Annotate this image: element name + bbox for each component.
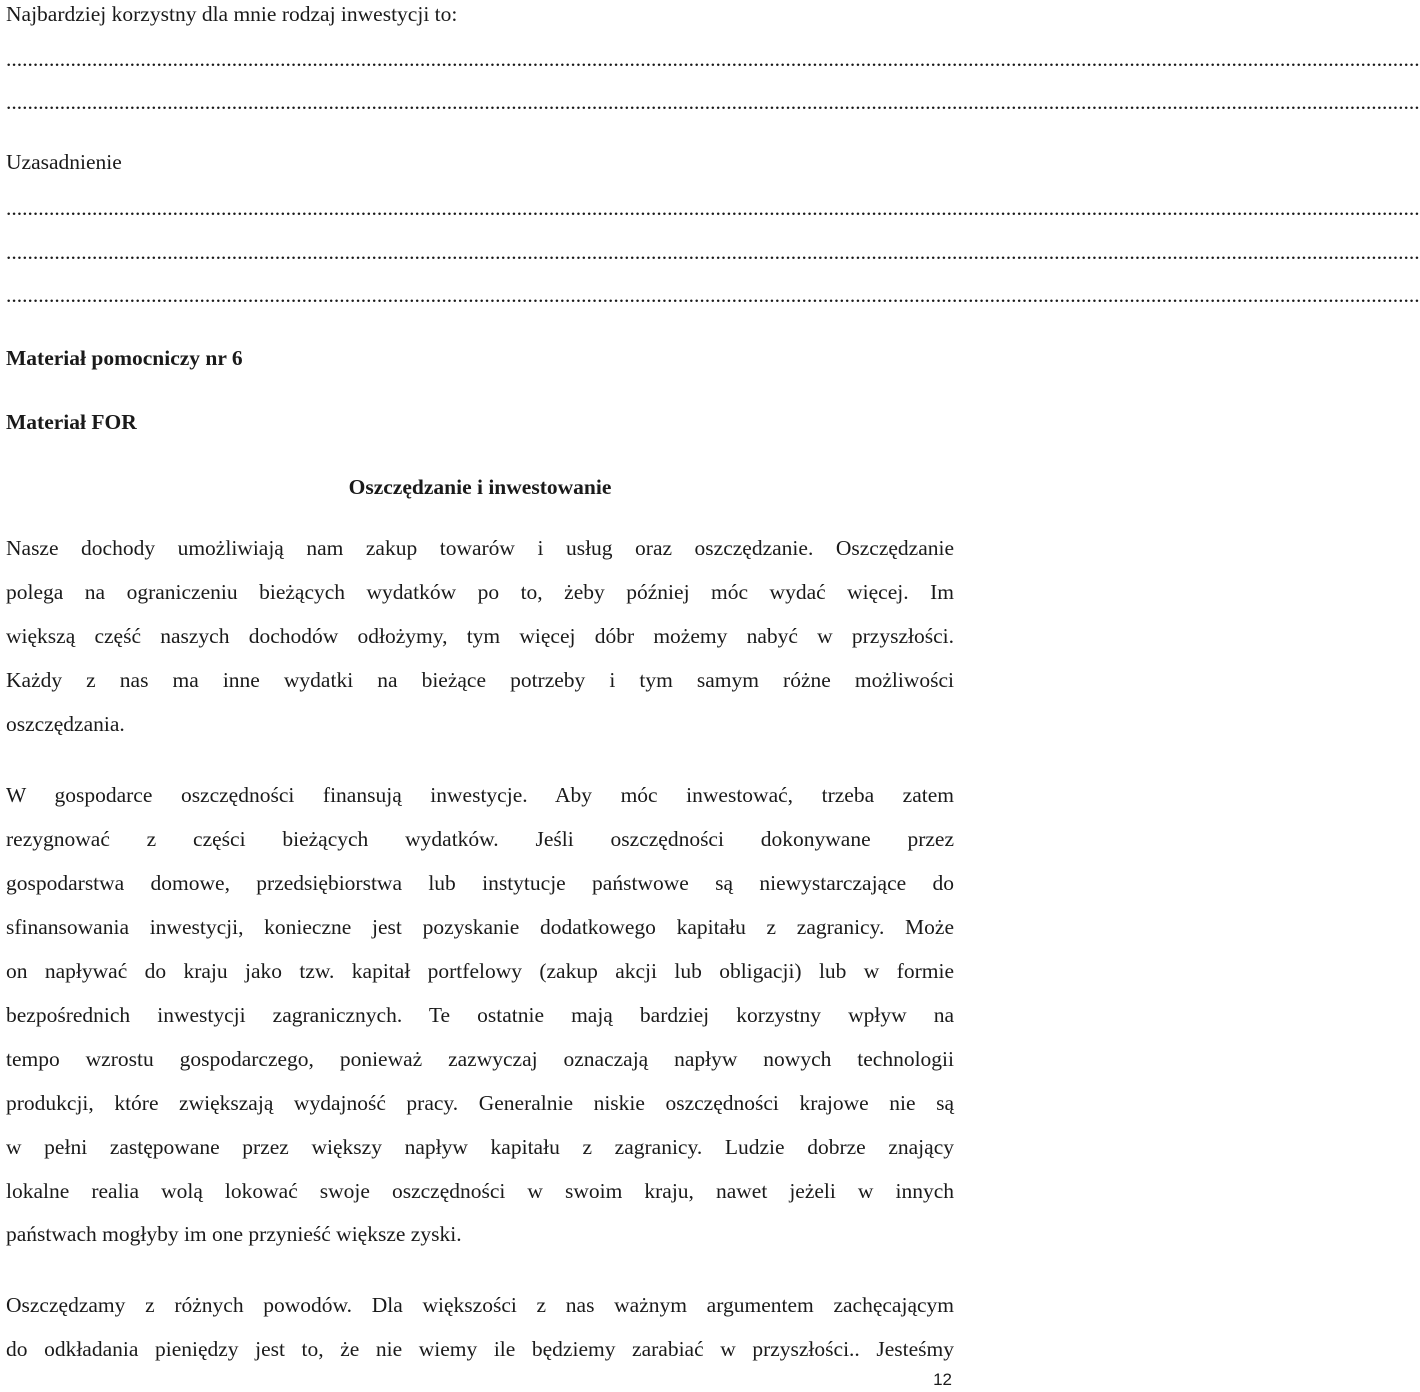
paragraph3-line: do odkładania pieniędzy jest to, że nie wiemy ile będziemy zarabiać w przyszłości.. Jesteśmy	[6, 1337, 954, 1361]
paragraph2-line: rezygnować z części bieżących wydatków. Jeśli oszczędności dokonywane przez	[6, 827, 954, 851]
paragraph2-line: on napływać do kraju jako tzw. kapitał portfelowy (zakup akcji lub obligacji) lub w formie	[6, 959, 954, 983]
justification-label: Uzasadnienie	[6, 150, 122, 174]
page-number: 12	[933, 1370, 952, 1389]
paragraph1-line: większą część naszych dochodów odłożymy, tym więcej dóbr możemy nabyć w przyszłości.	[6, 624, 954, 648]
answer-line-1: .......................................................................................................................................................................................................................................................................	[6, 47, 1420, 71]
paragraph2-line: bezpośrednich inwestycji zagranicznych. Te ostatnie mają bardziej korzystny wpływ na	[6, 1003, 954, 1027]
paragraph2-line: lokalne realia wolą lokować swoje oszczędności w swoim kraju, nawet jeżeli w innych	[6, 1179, 954, 1203]
paragraph3-line: Oszczędzamy z różnych powodów. Dla większości z nas ważnym argumentem zachęcającym	[6, 1293, 954, 1317]
paragraph1-line: oszczędzania.	[6, 712, 125, 736]
paragraph2-line: sfinansowania inwestycji, konieczne jest pozyskanie dodatkowego kapitału z zagranicy. Może	[6, 915, 954, 939]
paragraph1-line: Każdy z nas ma inne wydatki na bieżące potrzeby i tym samym różne możliwości	[6, 668, 954, 692]
paragraph1-line: Nasze dochody umożliwiają nam zakup towarów i usług oraz oszczędzanie. Oszczędzanie	[6, 536, 954, 560]
paragraph2-line: tempo wzrostu gospodarczego, ponieważ zazwyczaj oznaczają napływ nowych technologii	[6, 1047, 954, 1071]
intro-question: Najbardziej korzystny dla mnie rodzaj inwestycji to:	[6, 2, 458, 26]
paragraph2-line: produkcji, które zwiększają wydajność pracy. Generalnie niskie oszczędności krajowe nie są	[6, 1091, 954, 1115]
justification-line-2: .......................................................................................................................................................................................................................................................................	[6, 240, 1420, 264]
section-title: Oszczędzanie i inwestowanie	[348, 475, 612, 499]
answer-line-2: .......................................................................................................................................................................................................................................................................	[6, 90, 1420, 114]
justification-line-3: .......................................................................................................................................................................................................................................................................	[6, 283, 1420, 307]
justification-line-1: .......................................................................................................................................................................................................................................................................	[6, 196, 1420, 220]
paragraph2-line: W gospodarce oszczędności finansują inwestycje. Aby móc inwestować, trzeba zatem	[6, 783, 954, 807]
material-source-title: Materiał FOR	[6, 410, 137, 434]
paragraph2-line: gospodarstwa domowe, przedsiębiorstwa lub instytucje państwowe są niewystarczające do	[6, 871, 954, 895]
paragraph1-line: polega na ograniczeniu bieżących wydatków po to, żeby później móc wydać więcej. Im	[6, 580, 954, 604]
paragraph2-line: w pełni zastępowane przez większy napływ kapitału z zagranicy. Ludzie dobrze znający	[6, 1135, 954, 1159]
paragraph2-line: państwach mogłyby im one przynieść większe zyski.	[6, 1222, 462, 1246]
material-number-title: Materiał pomocniczy nr 6	[6, 346, 243, 370]
